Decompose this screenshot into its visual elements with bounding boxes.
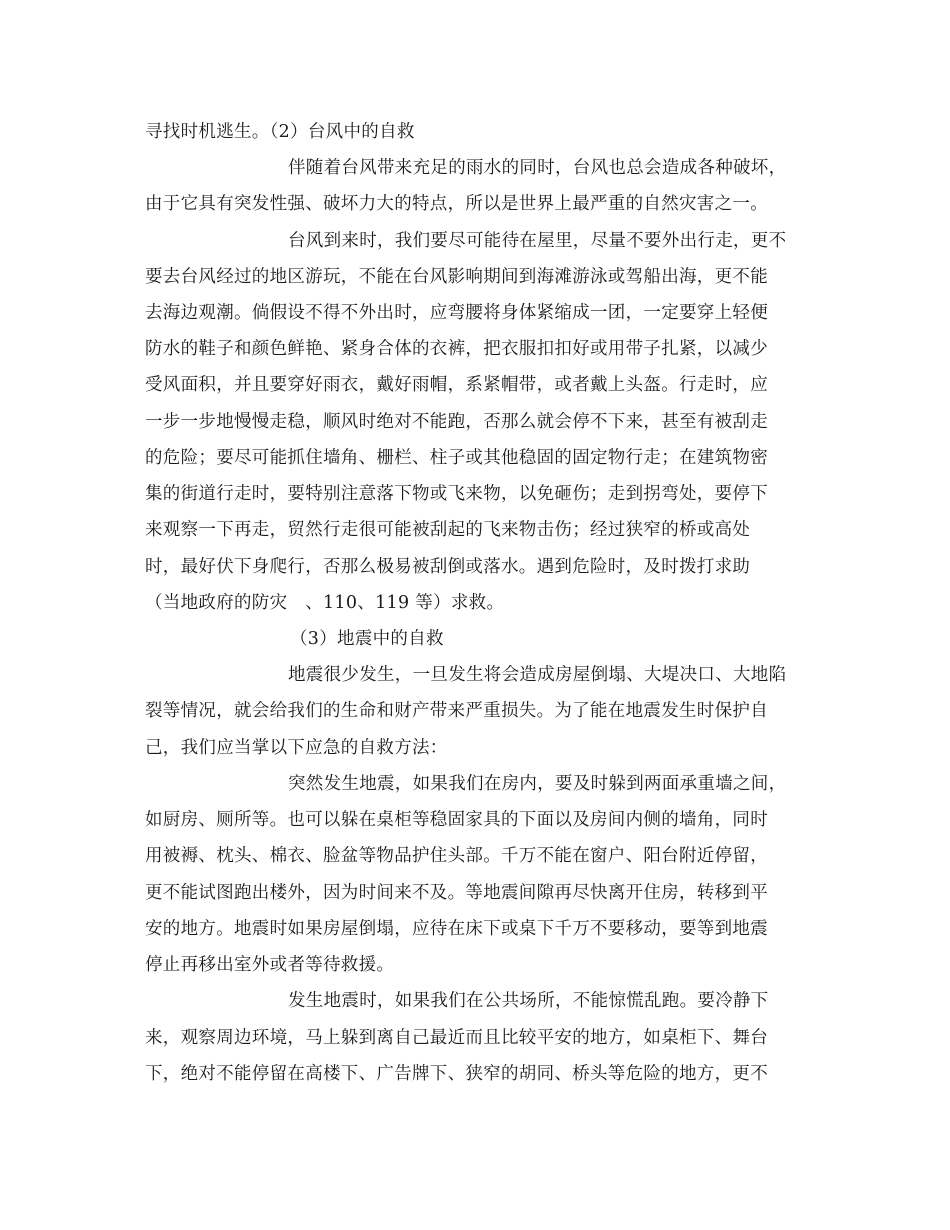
text-line: 要去台风经过的地区游玩，不能在台风影响期间到海滩游泳或驾船出海，更不能 — [145, 267, 768, 287]
text-line: 更不能试图跑出楼外，因为时间来不及。等地震间隙再尽快离开住房，转移到平 — [145, 883, 768, 903]
text-line: 受风面积，并且要穿好雨衣，戴好雨帽，系紧帽带，或者戴上头盔。行走时，应 — [145, 375, 768, 395]
paragraph-start-line: 突然发生地震，如果我们在房内，要及时躲到两面承重墙之间， — [288, 774, 787, 794]
text-line: 去海边观潮。倘假设不得不外出时，应弯腰将身体紧缩成一团，一定要穿上轻便 — [145, 303, 768, 323]
text-line: （当地政府的防灾 、110、119 等）求救。 — [145, 593, 505, 613]
text-line: 由于它具有突发性强、破坏力大的特点，所以是世界上最严重的自然灾害之一。 — [145, 194, 768, 214]
section-heading: （3）地震中的自救 — [290, 629, 444, 649]
text-line: 寻找时机逃生。（2）台风中的自救 — [145, 122, 415, 142]
text-line: 时，最好伏下身爬行，否那么极易被刮倒或落水。遇到危险时，及时拨打求助 — [145, 557, 751, 577]
paragraph-start-line: 台风到来时，我们要尽可能待在屋里，尽量不要外出行走，更不 — [288, 231, 787, 251]
text-line: 己，我们应当掌以下应急的自救方法： — [145, 738, 448, 758]
text-line: 来，观察周边环境，马上躲到离自己最近而且比较平安的地方，如桌柜下、舞台 — [145, 1028, 768, 1048]
paragraph-start-line: 地震很少发生，一旦发生将会造成房屋倒塌、大堤决口、大地陷 — [288, 665, 787, 685]
paragraph-start-line: 发生地震时，如果我们在公共场所，不能惊慌乱跑。要冷静下 — [288, 991, 769, 1011]
text-line: 裂等情况，就会给我们的生命和财产带来严重损失。为了能在地震发生时保护自 — [145, 701, 768, 721]
text-line: 用被褥、枕头、棉衣、脸盆等物品护住头部。千万不能在窗户、阳台附近停留， — [145, 846, 768, 866]
text-line: 的危险；要尽可能抓住墙角、栅栏、柱子或其他稳固的固定物行走；在建筑物密 — [145, 448, 768, 468]
text-line: 防水的鞋子和颜色鲜艳、紧身合体的衣裤，把衣服扣扣好或用带子扎紧，以减少 — [145, 339, 768, 359]
text-line: 一步一步地慢慢走稳，顺风时绝对不能跑，否那么就会停不下来，甚至有被刮走 — [145, 412, 768, 432]
text-line: 集的街道行走时，要特别注意落下物或飞来物，以免砸伤；走到拐弯处，要停下 — [145, 484, 768, 504]
paragraph-start-line: 伴随着台风带来充足的雨水的同时，台风也总会造成各种破坏， — [288, 158, 787, 178]
text-line: 来观察一下再走，贸然行走很可能被刮起的飞来物击伤；经过狭窄的桥或高处 — [145, 520, 751, 540]
text-line: 停止再移出室外或者等待救援。 — [145, 955, 395, 975]
text-line: 下，绝对不能停留在高楼下、广告牌下、狭窄的胡同、桥头等危险的地方，更不 — [145, 1064, 768, 1084]
text-line: 安的地方。地震时如果房屋倒塌，应待在床下或桌下千万不要移动，要等到地震 — [145, 919, 768, 939]
text-line: 如厨房、厕所等。也可以躲在桌柜等稳固家具的下面以及房间内侧的墙角，同时 — [145, 810, 768, 830]
